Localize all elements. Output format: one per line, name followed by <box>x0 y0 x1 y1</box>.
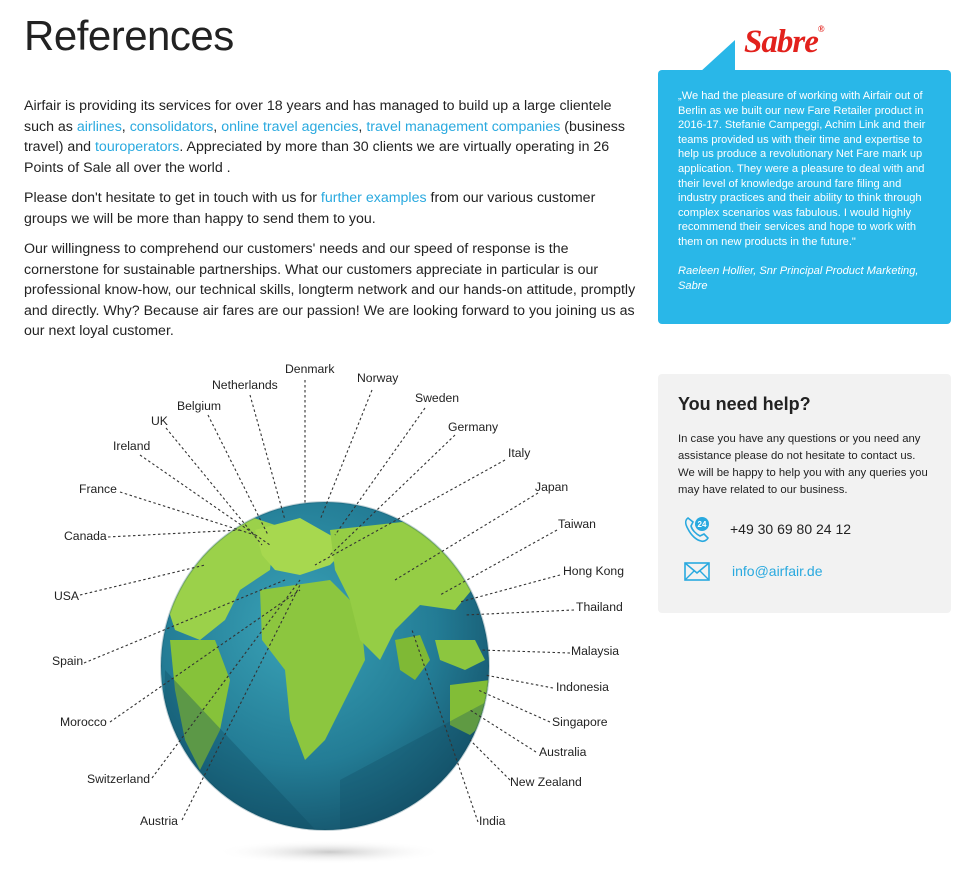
country-label-italy: Italy <box>508 446 531 460</box>
globe-illustration <box>0 340 650 896</box>
link-touroperators[interactable]: touroperators <box>94 139 180 155</box>
country-label-sweden: Sweden <box>415 391 460 405</box>
help-text: In case you have any questions or you need any assistance please do not hesitate to contact us. We will be happy to help you with any queries you may have related to our business. <box>678 433 928 496</box>
intro-paragraph-2: Please don't hesitate to get in touch with us for further examples from our various customer groups we will be more than happy to send them to you. <box>24 190 596 227</box>
testimonial-quote: „We had the pleasure of working with Airfair out of Berlin as we built our new Fare Retailer product in 2016-17. Stefanie Campeggi, Achim Link and their teams provided us with their time and expertise to help us produce a revolutionary Net Fare mark up application. They were a pleasure to deal with and their level of knowledge around fare filing and industry practices and their ability to think through complex scenarios was fabulous. I would highly recommend their services and hope to work with them on new products in the future." <box>678 90 926 248</box>
country-label-indonesia: Indonesia <box>556 680 609 694</box>
country-label-canada: Canada <box>64 529 107 543</box>
country-label-usa: USA <box>54 589 80 603</box>
country-label-switzerland: Switzerland <box>87 772 150 786</box>
link-travel-management-companies[interactable]: travel management companies <box>366 118 561 135</box>
svg-text:24: 24 <box>697 520 707 529</box>
link-airlines[interactable]: airlines <box>76 118 122 135</box>
country-label-spain: Spain <box>52 654 84 668</box>
globe-map <box>0 340 650 896</box>
intro-paragraph-3: Our willingness to comprehend our customers' needs and our speed of response is the cornerstone for sustainable partnerships. What our customers appreciate in particular is our professional know-how, our technical skills, longterm network and our hands-on attitude, promptly and directly. Why? Because air fares are our passion! We are looking forward to you joining us as our next loyal customer. <box>24 241 636 339</box>
country-label-france: France <box>79 482 117 496</box>
page-title: References <box>24 12 234 59</box>
link-further-examples[interactable]: further examples <box>320 190 427 206</box>
country-label-ireland: Ireland <box>113 439 151 453</box>
link-consolidators[interactable]: consolidators <box>129 118 214 135</box>
country-label-norway: Norway <box>357 371 399 385</box>
quote-tab <box>700 40 735 72</box>
sabre-logo: Sabre® <box>744 24 824 60</box>
link-online-travel-agencies[interactable]: online travel agencies <box>221 118 359 135</box>
help-title: You need help? <box>678 394 811 414</box>
country-label-singapore: Singapore <box>552 715 608 729</box>
phone-24-icon <box>682 514 712 544</box>
country-label-malaysia: Malaysia <box>571 644 620 658</box>
country-label-morocco: Morocco <box>60 715 107 729</box>
testimonial-box <box>658 70 951 324</box>
country-label-taiwan: Taiwan <box>558 517 596 531</box>
intro-paragraph-1: Airfair is providing its services for over 18 years and has managed to build up a large clientele such as airlines, consolidators, online travel agencies, travel management companies (business travel) and touroperators. Appreciated by more than 30 clients we are virtually operating in 26 Points of Sale all over the world . <box>24 98 625 176</box>
globe-shadow <box>215 840 445 864</box>
country-label-belgium: Belgium <box>177 399 222 413</box>
country-label-japan: Japan <box>535 480 569 494</box>
email-row[interactable] <box>682 556 822 586</box>
envelope-icon <box>682 556 712 586</box>
help-box <box>658 374 951 613</box>
country-label-germany: Germany <box>448 420 499 434</box>
phone-number[interactable]: +49 30 69 80 24 12 <box>730 521 852 537</box>
country-label-india: India <box>479 814 506 828</box>
country-label-denmark: Denmark <box>285 362 335 376</box>
country-label-austria: Austria <box>140 814 178 828</box>
country-label-hong-kong: Hong Kong <box>563 564 624 578</box>
country-label-australia: Australia <box>539 745 587 759</box>
country-label-thailand: Thailand <box>576 600 623 614</box>
email-link[interactable]: info@airfair.de <box>732 563 823 579</box>
country-label-new-zealand: New Zealand <box>510 775 582 789</box>
phone-row[interactable] <box>682 514 851 544</box>
testimonial-author: Raeleen Hollier, Snr Principal Product Marketing, Sabre <box>678 264 919 292</box>
country-label-uk: UK <box>151 414 168 428</box>
intro-text <box>24 96 636 352</box>
country-label-netherlands: Netherlands <box>212 378 278 392</box>
